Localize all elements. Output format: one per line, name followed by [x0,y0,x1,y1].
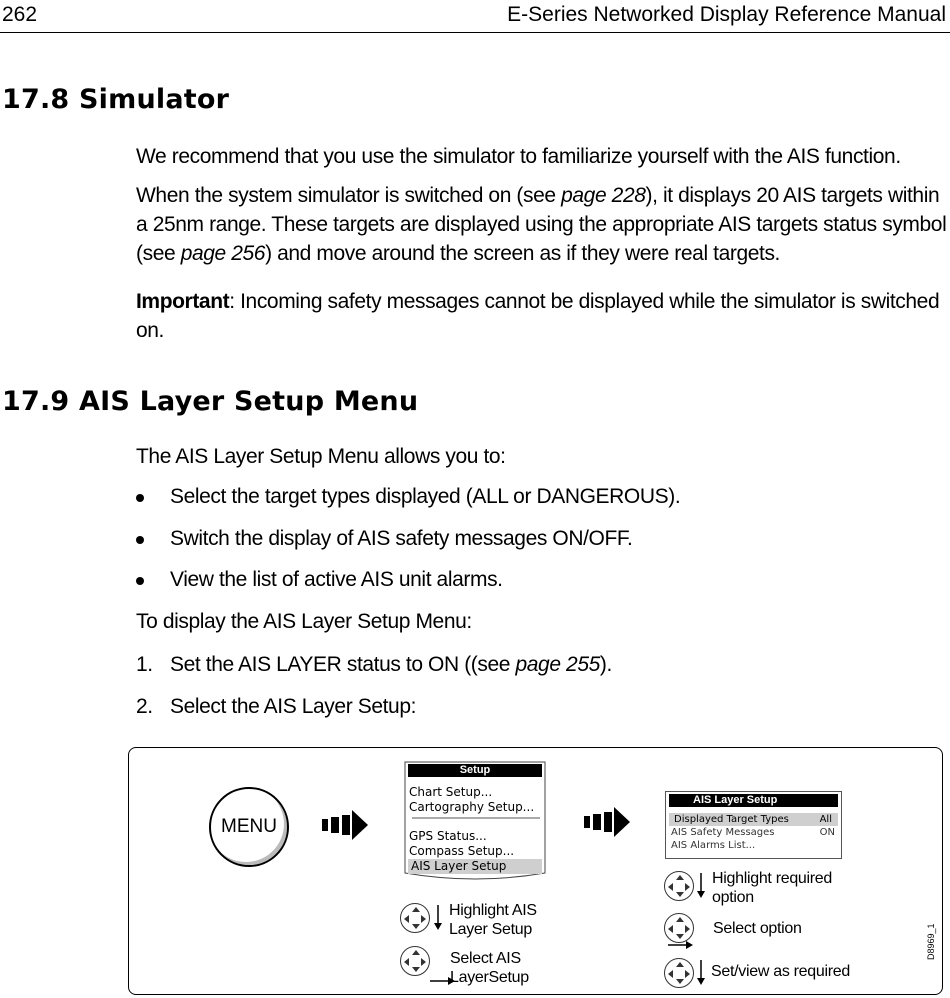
page-link-256[interactable]: page 256 [180,242,266,265]
trackpad-icon [400,946,430,976]
menu-item-cartography-setup[interactable]: Cartography Setup... [409,800,535,814]
option-ais-safety-messages[interactable]: AIS Safety Messages ON [671,827,835,838]
bullet-icon [136,577,144,585]
menu-item-ais-layer-setup[interactable]: AIS Layer Setup [408,859,542,874]
simulator-para-1: We recommend that you use the simulator to familiarize yourself with the AIS function. [136,145,901,168]
page-link-255[interactable]: page 255 [515,653,600,676]
simulator-para-2: When the system simulator is switched on (see page 228), it displays 20 AIS targets within a 25nm range. These targets are displayed using the appropriate AIS targets status symbol (see page 256) and move around the screen as if they were real targets. [136,184,947,265]
next-arrow-icon [322,809,370,841]
menu-item-gps-status[interactable]: GPS Status... [409,829,487,843]
next-arrow-icon [584,806,632,838]
trackpad-icon [400,903,430,933]
bullet-icon [136,536,144,544]
trackpad-icon [664,871,694,901]
label-highlight-required: Highlight required option [712,870,833,906]
label-select-ais: Select AIS LayerSetup [450,950,529,986]
menu-item-compass-setup[interactable]: Compass Setup... [409,844,515,858]
section-heading-ais-layer: 17.9 AIS Layer Setup Menu [2,386,419,417]
trackpad-icon [664,958,694,988]
important-label: Important [136,290,230,313]
page-link-228[interactable]: page 228 [561,184,646,207]
down-arrow-icon [696,960,706,986]
down-arrow-icon [696,873,706,899]
manual-title: E-Series Networked Display Reference Manual [507,3,946,26]
figure-code: D8969_1 [926,923,936,960]
down-arrow-icon [433,905,443,931]
label-set-view: Set/view as required [711,963,850,980]
ais-intro: The AIS Layer Setup Menu allows you to: [136,445,506,468]
bullet-icon [136,494,144,502]
section-heading-simulator: 17.8 Simulator [2,84,230,115]
option-displayed-target-types[interactable]: Displayed Target Types All [669,813,838,826]
important-note: Important: Incoming safety messages cannot be displayed while the simulator is switched on. [136,290,940,342]
label-select-option: Select option [713,920,802,937]
menu-button[interactable]: MENU [209,787,289,867]
step-2: 2. Select the AIS Layer Setup: [136,695,417,718]
label-highlight-ais: Highlight AIS Layer Setup [449,902,537,938]
page-header [0,0,950,33]
step-1: 1. Set the AIS LAYER status to ON ((see page 255). [136,653,612,676]
page-number: 262 [2,3,38,26]
menu-item-chart-setup[interactable]: Chart Setup... [409,785,493,799]
option-ais-alarms-list[interactable]: AIS Alarms List... [671,840,756,851]
trackpad-icon [664,913,694,943]
setup-panel-title: Setup [408,764,542,777]
to-display-text: To display the AIS Layer Setup Menu: [136,610,472,633]
right-arrow-icon [668,940,694,950]
ais-layer-setup-panel [665,791,842,859]
ais-panel-title: AIS Layer Setup [669,794,838,807]
setup-menu-panel [404,761,546,881]
